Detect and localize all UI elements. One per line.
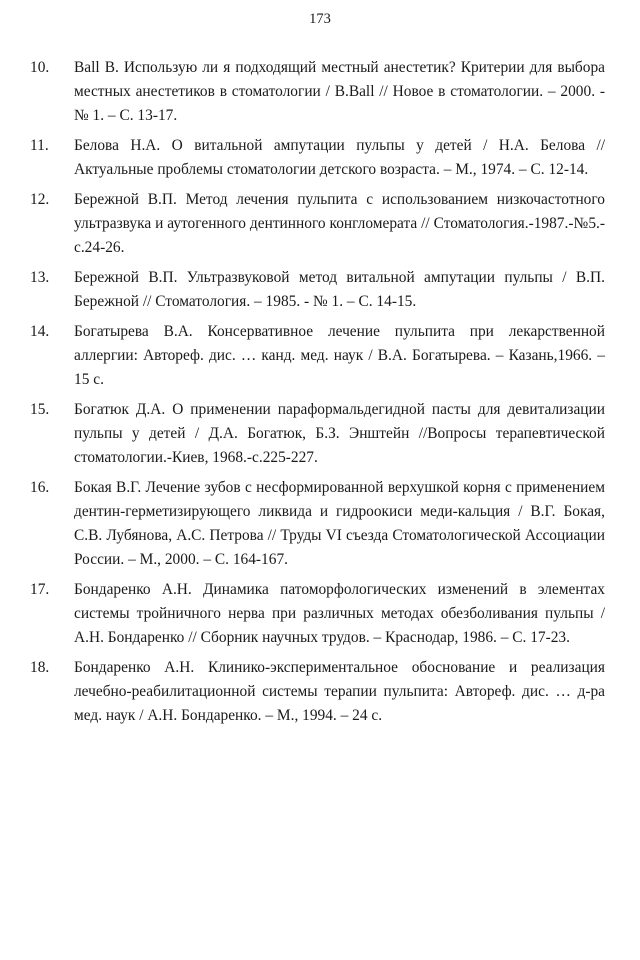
reference-text: Богатюк Д.А. О применении параформальдегидной пасты для девитализации пульпы у детей / Д.А. Богатюк, Б.З. Энштейн //Вопросы терапевтической стоматологии.-Киев, 1968.-с.225-227. xyxy=(74,401,605,466)
reference-number: 13. xyxy=(30,269,50,286)
reference-item xyxy=(30,266,605,314)
reference-item xyxy=(30,578,605,650)
reference-item xyxy=(30,134,605,182)
reference-number: 11. xyxy=(30,137,49,154)
reference-text: Бережной В.П. Метод лечения пульпита с использованием низкочастотного ультразвука и аутогенного дентинного конгломерата // Стоматология.-1987.-№5.-с.24-26. xyxy=(74,191,605,256)
reference-item xyxy=(30,476,605,572)
reference-number: 17. xyxy=(30,581,50,598)
reference-item xyxy=(30,656,605,728)
reference-text: Бондаренко А.Н. Клинико-экспериментальное обоснование и реализация лечебно-реабилитационной системы терапии пульпита: Автореф. дис. … д-ра мед. наук / А.Н. Бондаренко. – М., 1994. – 24 с. xyxy=(74,659,605,724)
reference-number: 10. xyxy=(30,59,50,76)
reference-number: 16. xyxy=(30,479,50,496)
reference-text: Бережной В.П. Ультразвуковой метод витальной ампутации пульпы / В.П. Бережной // Стоматология. – 1985. - № 1. – С. 14-15. xyxy=(74,269,605,310)
reference-text: Ball B. Использую ли я подходящий местный анестетик? Критерии для выбора местных анестетиков в стоматологии / B.Ball // Новое в стоматологии. – 2000. - № 1. – С. 13-17. xyxy=(74,59,605,124)
reference-number: 14. xyxy=(30,323,50,340)
reference-item xyxy=(30,56,605,128)
reference-text: Белова Н.А. О витальной ампутации пульпы у детей / Н.А. Белова // Актуальные проблемы стоматологии детского возраста. – М., 1974. – С. 12-14. xyxy=(74,137,605,178)
reference-text: Богатырева В.А. Консервативное лечение пульпита при лекарственной аллергии: Автореф. дис. … канд. мед. наук / В.А. Богатырева. – Казань,1966. – 15 с. xyxy=(74,323,605,388)
page-number: 173 xyxy=(309,11,331,27)
reference-item xyxy=(30,320,605,392)
reference-text: Бокая В.Г. Лечение зубов с несформированной верхушкой корня с применением дентин-герметизирующего ликвида и гидроокиси меди-кальция / В.Г. Бокая, С.В. Лубянова, А.С. Петрова // Труды VI съезда Стоматологической Ассоциации России. – М., 2000. – С. 164-167. xyxy=(74,479,605,568)
reference-number: 12. xyxy=(30,191,50,208)
reference-number: 18. xyxy=(30,659,50,676)
reference-text: Бондаренко А.Н. Динамика патоморфологических изменений в элементах системы тройничного нерва при различных методах обезболивания пульпы / А.Н. Бондаренко // Сборник научных трудов. – Краснодар, 1986. – С. 17-23. xyxy=(74,581,605,646)
reference-item xyxy=(30,398,605,470)
reference-number: 15. xyxy=(30,401,50,418)
reference-list xyxy=(30,56,605,734)
reference-item xyxy=(30,188,605,260)
